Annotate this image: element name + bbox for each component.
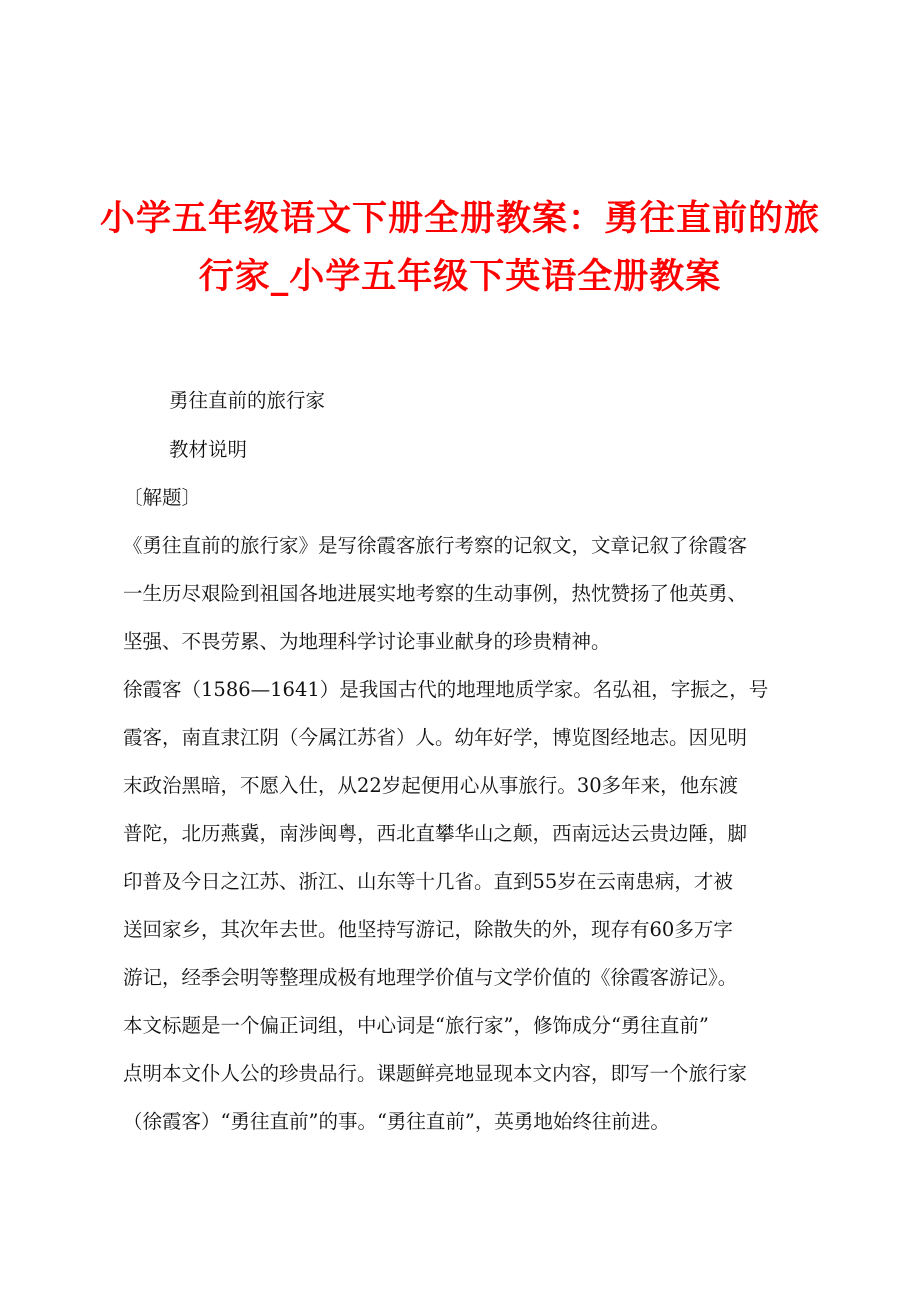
subsection-heading: 〔解题〕	[123, 486, 202, 509]
document-title-line-2: 行家_小学五年级下英语全册教案	[198, 257, 722, 297]
paragraph-line: 普陀，北历燕冀，南涉闽粤，西北直攀华山之颠，西南远达云贵边陲，脚	[123, 822, 748, 845]
paragraph-line: 《勇往直前的旅行家》是写徐霞客旅行考察的记叙文，文章记叙了徐霞客	[123, 534, 748, 557]
section-heading: 教材说明	[169, 438, 248, 461]
paragraph-line: （徐霞客）“勇往直前”的事。“勇往直前”，英勇地始终往前进。	[123, 1110, 670, 1133]
paragraph-line: 霞客，南直隶江阴（今属江苏省）人。幼年好学，博览图经地志。因见明	[123, 726, 748, 749]
document-title-line-1: 小学五年级语文下册全册教案：勇往直前的旅	[100, 199, 821, 239]
paragraph-line: 送回家乡，其次年去世。他坚持写游记，除散失的外，现存有60多万字	[123, 918, 733, 941]
paragraph-line: 点明本文仆人公的珍贵品行。课题鲜亮地显现本文内容，即写一个旅行家	[123, 1062, 748, 1085]
paragraph-line: 徐霞客（1586—1641）是我国古代的地理地质学家。名弘祖，字振之，号	[123, 678, 769, 701]
paragraph-line: 一生历尽艰险到祖国各地进展实地考察的生动事例，热忱赞扬了他英勇、	[123, 582, 748, 605]
subtitle: 勇往直前的旅行家	[169, 389, 326, 412]
paragraph-line: 印普及今日之江苏、浙江、山东等十几省。直到55岁在云南患病，才被	[123, 870, 733, 893]
paragraph-line: 本文标题是一个偏正词组，中心词是“旅行家”，修饰成分“勇往直前”	[123, 1014, 709, 1037]
paragraph-line: 坚强、不畏劳累、为地理科学讨论事业献身的珍贵精神。	[123, 630, 611, 653]
paragraph-line: 末政治黑暗，不愿入仕，从22岁起便用心从事旅行。30多年来，他东渡	[123, 774, 739, 797]
paragraph-line: 游记，经季会明等整理成极有地理学价值与文学价值的《徐霞客游记》。	[123, 966, 738, 989]
